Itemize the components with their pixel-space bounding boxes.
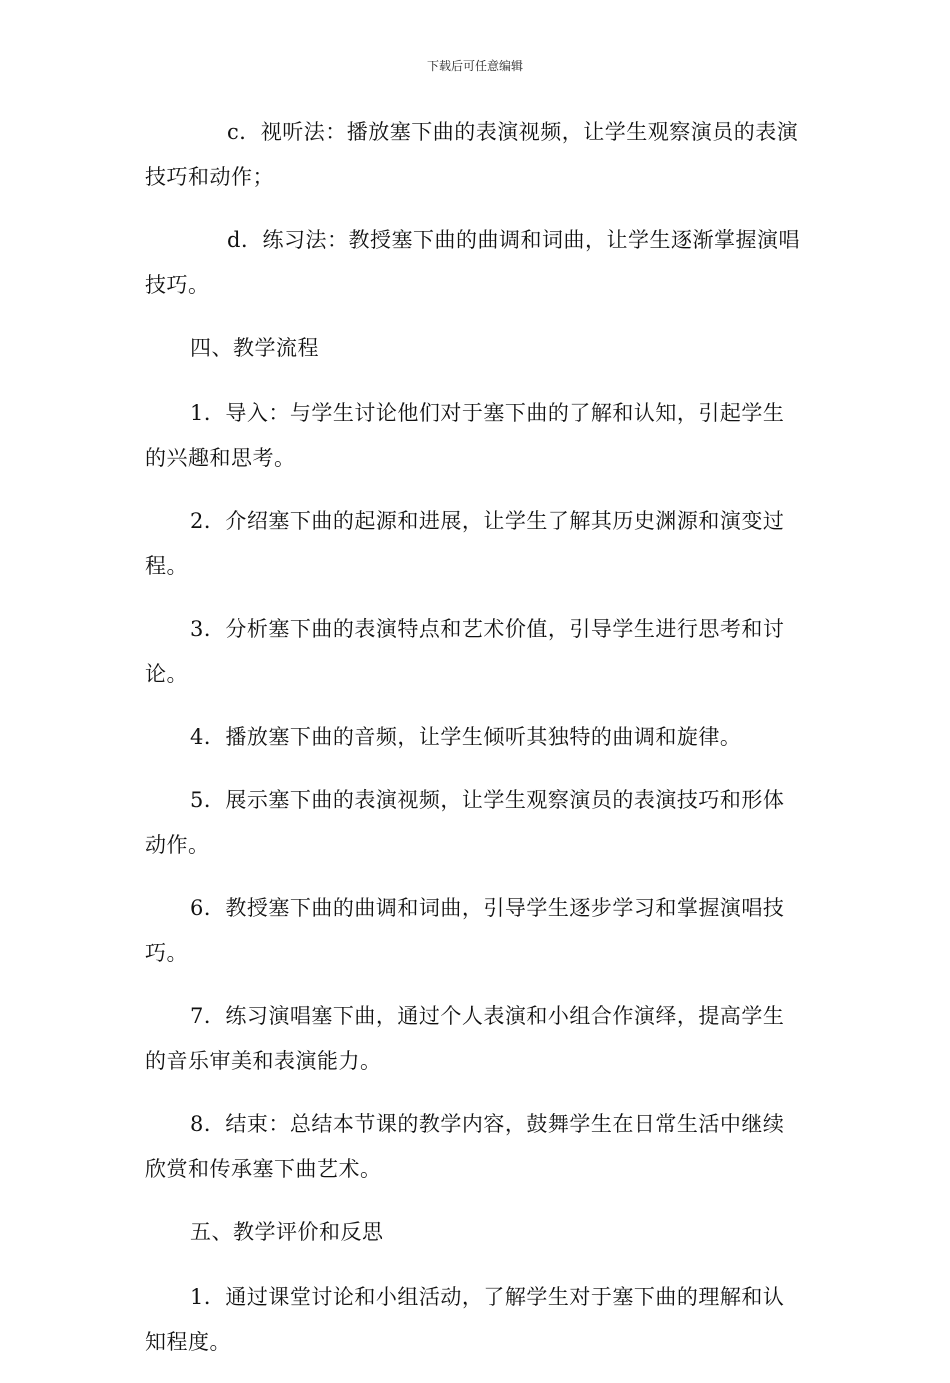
paragraph-method-d: d．练习法：教授塞下曲的曲调和词曲，让学生逐渐掌握演唱技巧。 [145, 228, 800, 297]
paragraph-method-c: c．视听法：播放塞下曲的表演视频，让学生观察演员的表演技巧和动作； [145, 120, 799, 189]
paragraph-step-6: 6．教授塞下曲的曲调和词曲，引导学生逐步学习和掌握演唱技巧。 [145, 896, 785, 965]
paragraph-step-1: 1．导入：与学生讨论他们对于塞下曲的了解和认知，引起学生的兴趣和思考。 [145, 401, 785, 470]
document-body [145, 110, 805, 1383]
section-heading-evaluation: 五、教学评价和反思 [190, 1220, 384, 1244]
paragraph-evaluation-1: 1．通过课堂讨论和小组活动，了解学生对于塞下曲的理解和认知程度。 [145, 1285, 785, 1354]
paragraph-step-7: 7．练习演唱塞下曲，通过个人表演和小组合作演绎，提高学生的音乐审美和表演能力。 [145, 1004, 785, 1073]
section-heading-teaching-process: 四、教学流程 [190, 336, 319, 360]
paragraph-step-5: 5．展示塞下曲的表演视频，让学生观察演员的表演技巧和形体动作。 [145, 788, 785, 857]
page-header-note: 下载后可任意编辑 [426, 59, 523, 73]
paragraph-step-4: 4．播放塞下曲的音频，让学生倾听其独特的曲调和旋律。 [190, 725, 742, 749]
paragraph-step-3: 3．分析塞下曲的表演特点和艺术价值，引导学生进行思考和讨论。 [145, 617, 785, 686]
paragraph-step-8: 8．结束：总结本节课的教学内容，鼓舞学生在日常生活中继续欣赏和传承塞下曲艺术。 [145, 1112, 785, 1181]
paragraph-step-2: 2．介绍塞下曲的起源和进展，让学生了解其历史渊源和演变过程。 [145, 509, 785, 578]
